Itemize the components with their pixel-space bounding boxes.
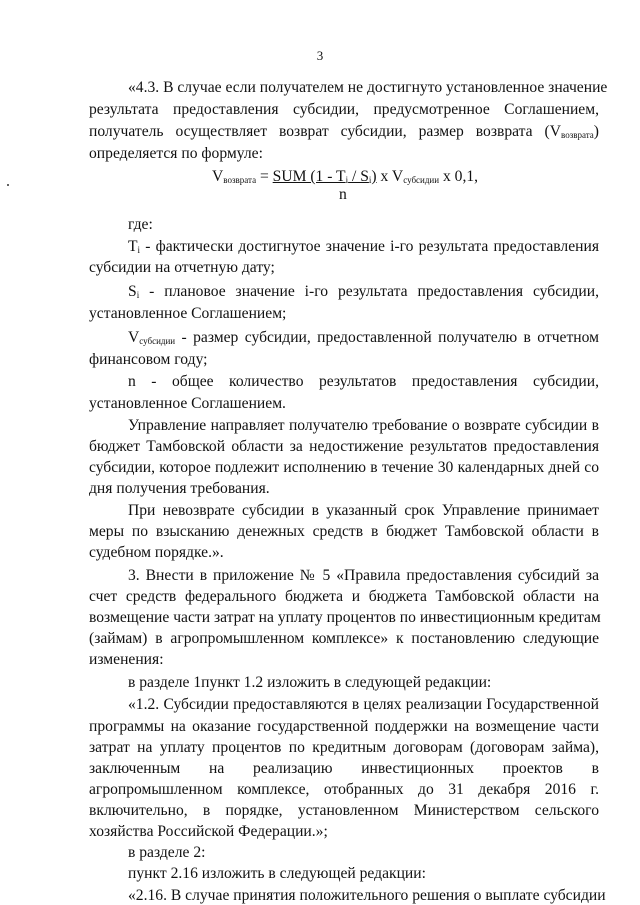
paragraph-line: в разделе 1пункт 1.2 изложить в следующей редакции: <box>128 674 492 691</box>
paragraph-line: изменения: <box>89 651 164 668</box>
paragraph-line: «4.3. В случае если получателем не достигнуто установленное значение <box>128 79 608 96</box>
paragraph-line: «1.2. Субсидии предоставляются в целях реализации Государственной <box>128 696 599 713</box>
paragraph-line: счет средств федерального бюджета и бюджета Тамбовской области на <box>89 588 599 605</box>
paragraph-line: установленное Соглашением. <box>89 395 286 412</box>
paragraph-line: включительно, в порядке, установленном Министерством сельского <box>89 802 599 819</box>
where-label: где: <box>128 216 153 233</box>
paragraph-line: При невозврате субсидии в указанный срок Управление принимает <box>128 502 599 519</box>
paragraph-line: агропромышленном комплексе, отобранных до 31 декабря 2016 г. <box>89 781 599 798</box>
paragraph-line: субсидии на отчетную дату; <box>89 259 275 276</box>
paragraph-line: пункт 2.16 изложить в следующей редакции: <box>128 865 426 882</box>
paragraph-line: 3. Внести в приложение № 5 «Правила предоставления субсидий за <box>128 567 599 584</box>
paragraph-line: определяется по формуле: <box>89 145 263 162</box>
paragraph-line: (займам) в агропромышленном комплексе» к постановлению следующие <box>89 630 599 647</box>
paragraph-line: результата предоставления субсидии, предусмотренное Соглашением, <box>89 101 599 118</box>
scan-speck <box>7 184 9 186</box>
paragraph-line: установленное Соглашением; <box>89 305 287 322</box>
formula: $V_{возврата}$ = SUM $(1 - T_i / S_i)$ x $V_{субсидии}$ x 0,1, <box>212 168 479 185</box>
definition-t: $T_i$ - фактически достигнутое значение i-го результата предоставления <box>128 238 599 255</box>
definition-n: n - общее количество результатов предоставления субсидии, <box>128 373 599 390</box>
paragraph-line: затрат на уплату процентов по кредитным договорам (договорам займа), <box>89 739 599 756</box>
paragraph-line: возмещение части затрат на уплату процентов по инвестиционным кредитам <box>89 609 601 626</box>
paragraph-line: субсидии, которое подлежит исполнению в течение 30 календарных дней со <box>89 459 599 476</box>
paragraph-line: судебном порядке.». <box>89 544 224 561</box>
paragraph-line: дня получения требования. <box>89 480 270 497</box>
paragraph-line: бюджет Тамбовской области за недостижение результатов предоставления <box>89 438 599 455</box>
definition-s: $S_i$ - плановое значение i-го результата предоставления субсидии, <box>128 283 599 300</box>
definition-v: $V_{субсидии}$ - размер субсидии, предоставленной получателю в отчетном <box>128 329 599 346</box>
paragraph-line: Управление направляет получателю требование о возврате субсидии в <box>128 417 599 434</box>
formula-denominator: n <box>339 186 347 203</box>
paragraph-line: получатель осуществляет возврат субсидии, размер возврата $(V_{возврата})$ <box>89 123 599 140</box>
paragraph-line: финансовом году; <box>89 351 208 368</box>
page-number: 3 <box>316 48 324 63</box>
paragraph-line: хозяйства Российской Федерации.»; <box>89 823 328 840</box>
paragraph-line: заключенным на реализацию инвестиционных проектов в <box>89 760 599 777</box>
paragraph-line: «2.16. В случае принятия положительного решения о выплате субсидии <box>128 887 606 904</box>
paragraph-line: меры по взысканию денежных средств в бюджет Тамбовской области в <box>89 523 599 540</box>
paragraph-line: в разделе 2: <box>128 844 206 861</box>
paragraph-line: программы на оказание государственной поддержки на возмещение части <box>89 718 599 735</box>
formula-numerator: SUM $(1 - T_i / S_i)$ <box>272 168 377 185</box>
